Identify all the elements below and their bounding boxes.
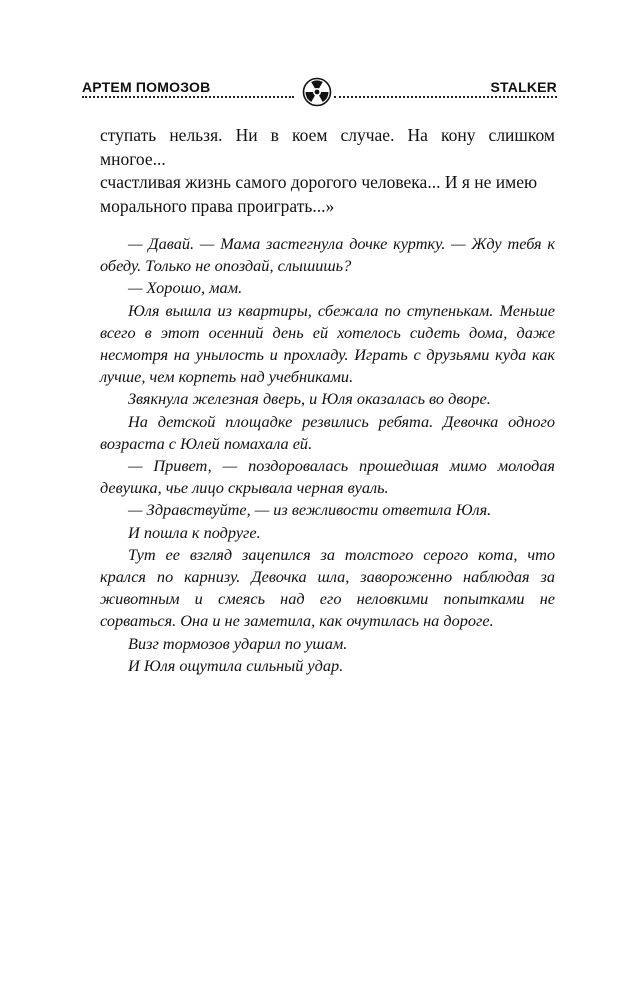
- running-series: STALKER: [490, 79, 557, 95]
- story-paragraph: Визг тормозов ударил по ушам.: [128, 633, 348, 653]
- header-rule-left: [82, 96, 294, 98]
- story-paragraph: — Здравствуйте, — из вежливости ответила Юля.: [128, 500, 492, 520]
- text-line: ступать нельзя. Ни в коем случае. На кону слишком многое...: [100, 125, 555, 169]
- radiation-trefoil-icon: [302, 77, 332, 107]
- story-paragraph: На детской площадке резвились ребята. Девочка одного возраста с Юлей помахала ей.: [100, 411, 555, 453]
- story-paragraph: Звякнула железная дверь, и Юля оказалась во дворе.: [128, 389, 491, 409]
- story-paragraph: И пошла к подруге.: [128, 522, 261, 542]
- story-paragraph: — Привет, — поздоровалась прошедшая мимо молодая девушка, чье лицо скрывала черная вуаль.: [100, 456, 555, 498]
- story-paragraph: — Хорошо, мам.: [128, 278, 243, 298]
- continuation-text: [100, 124, 555, 218]
- header-rule-right: [334, 96, 557, 98]
- story-paragraph: И Юля ощутила сильный удар.: [128, 655, 344, 675]
- story-text: [100, 233, 555, 677]
- running-header: [82, 76, 557, 110]
- story-paragraph: Тут ее взгляд зацепился за толстого серого кота, что крался по карнизу. Девочка шла, завороженно наблюдая за животным и смеясь над его неловкими попытками не сорваться. Она и не заметила, как очутилась на дороге.: [100, 544, 555, 631]
- story-paragraph: Юля вышла из квартиры, сбежала по ступенькам. Меньше всего в этот осенний день ей хотелось сидеть дома, даже несмотря на унылость и прохладу. Играть с друзьями куда как лучше, чем корпеть над учебниками.: [100, 300, 555, 387]
- text-line: морального права проиграть...»: [100, 195, 335, 216]
- story-paragraph: — Давай. — Мама застегнула дочке куртку. — Жду тебя к обеду. Только не опоздай, слышишь?: [100, 234, 555, 276]
- text-line: счастливая жизнь самого дорогого человека... И я не имею: [100, 172, 538, 192]
- running-author: АРТЕМ ПОМОЗОВ: [82, 79, 211, 95]
